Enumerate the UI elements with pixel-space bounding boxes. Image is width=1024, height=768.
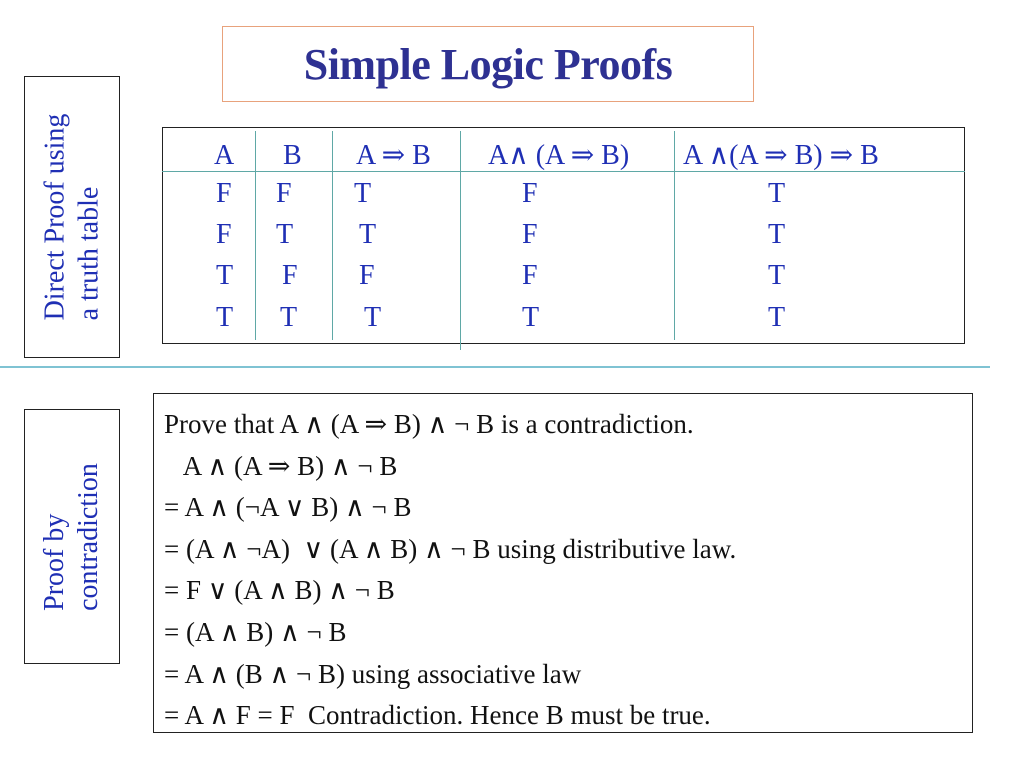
truth-table-cell: F — [522, 178, 538, 209]
side-label-truth-table-line-1: Direct Proof using — [39, 113, 71, 321]
side-label-truth-table-line-2: a truth table — [73, 186, 105, 321]
truth-table-cell: T — [280, 302, 298, 333]
truth-table-header: A ∧(A ⇒ B) ⇒ B — [683, 140, 879, 171]
truth-table-cell: F — [216, 178, 232, 209]
truth-table-cell: F — [276, 178, 292, 209]
truth-table-cell: F — [359, 260, 375, 291]
truth-table-cell: F — [216, 219, 232, 250]
truth-table-cell: F — [522, 219, 538, 250]
proof-line: = A ∧ F = F Contradiction. Hence B must be true. — [164, 700, 711, 731]
truth-table-column-divider — [332, 131, 333, 340]
truth-table-cell: T — [216, 302, 234, 333]
side-label-contradiction-line-1: Proof by — [39, 513, 71, 611]
side-label-contradiction-box — [24, 409, 120, 664]
truth-table-header: A — [214, 140, 235, 171]
truth-table-header: A∧ (A ⇒ B) — [488, 140, 630, 171]
truth-table-cell: T — [768, 302, 786, 333]
side-label-contradiction — [38, 463, 106, 611]
truth-table-header: B — [283, 140, 302, 171]
proof-line: A ∧ (A ⇒ B) ∧ ¬ B — [164, 450, 398, 481]
side-label-truth-table — [38, 114, 106, 321]
side-label-contradiction-line-2: contradiction — [73, 462, 105, 611]
truth-table-header: A ⇒ B — [356, 140, 431, 171]
truth-table-cell: T — [522, 302, 540, 333]
truth-table-cell: T — [768, 178, 786, 209]
truth-table-cell: F — [522, 260, 538, 291]
truth-table-column-divider — [255, 131, 256, 340]
slide-title: Simple Logic Proofs — [303, 39, 673, 89]
truth-table-cell: T — [359, 219, 377, 250]
proof-line: = (A ∧ B) ∧ ¬ B — [164, 616, 347, 647]
proof-line: = A ∧ (¬A ∨ B) ∧ ¬ B — [164, 492, 412, 523]
proof-line: Prove that A ∧ (A ⇒ B) ∧ ¬ B is a contradiction. — [164, 409, 694, 439]
side-label-truth-table-box — [24, 76, 120, 358]
proof-box — [153, 393, 973, 733]
proof-line: = (A ∧ ¬A) ∨ (A ∧ B) ∧ ¬ B using distributive law. — [164, 533, 737, 564]
proof-line: = F ∨ (A ∧ B) ∧ ¬ B — [164, 575, 395, 606]
section-divider — [0, 366, 990, 368]
truth-table-column-divider — [674, 131, 675, 340]
proof-line: = A ∧ (B ∧ ¬ B) using associative law — [164, 658, 582, 689]
title-box — [222, 26, 754, 102]
truth-table-cell: T — [768, 219, 786, 250]
truth-table-cell: F — [282, 260, 298, 291]
truth-table-cell: T — [216, 260, 234, 291]
truth-table-cell: T — [276, 219, 294, 250]
truth-table-column-divider — [460, 131, 461, 350]
truth-table-cell: T — [768, 260, 786, 291]
truth-table-cell: T — [364, 302, 382, 333]
truth-table-cell: T — [354, 178, 372, 209]
